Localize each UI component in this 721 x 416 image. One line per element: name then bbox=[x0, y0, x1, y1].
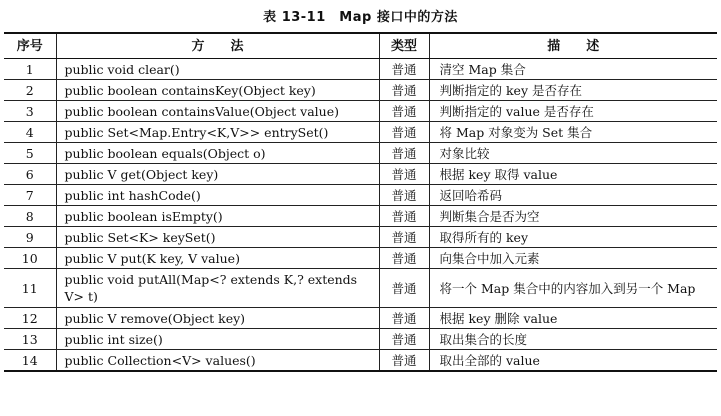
table-row bbox=[4, 80, 717, 101]
cell-method: public Set<K> keySet() bbox=[56, 227, 379, 248]
cell-desc: 向集合中加入元素 bbox=[429, 248, 717, 269]
cell-method: public boolean containsKey(Object key) bbox=[56, 80, 379, 101]
cell-type: 普通 bbox=[379, 269, 429, 308]
table-row bbox=[4, 101, 717, 122]
cell-method: public Collection<V> values() bbox=[56, 350, 379, 372]
header-method: 方 法 bbox=[56, 33, 379, 59]
header-num: 序号 bbox=[4, 33, 56, 59]
cell-num: 4 bbox=[4, 122, 56, 143]
table-row bbox=[4, 329, 717, 350]
table-row bbox=[4, 269, 717, 308]
cell-num: 12 bbox=[4, 308, 56, 329]
cell-num: 11 bbox=[4, 269, 56, 308]
cell-method: public V put(K key, V value) bbox=[56, 248, 379, 269]
cell-type: 普通 bbox=[379, 59, 429, 80]
cell-type: 普通 bbox=[379, 227, 429, 248]
cell-num: 13 bbox=[4, 329, 56, 350]
cell-type: 普通 bbox=[379, 80, 429, 101]
cell-type: 普通 bbox=[379, 101, 429, 122]
header-type: 类型 bbox=[379, 33, 429, 59]
cell-num: 10 bbox=[4, 248, 56, 269]
cell-desc: 判断指定的 key 是否存在 bbox=[429, 80, 717, 101]
cell-type: 普通 bbox=[379, 164, 429, 185]
cell-desc: 判断指定的 value 是否存在 bbox=[429, 101, 717, 122]
cell-method: public V remove(Object key) bbox=[56, 308, 379, 329]
cell-method: public void putAll(Map<? extends K,? extends V> t) bbox=[56, 269, 379, 308]
table-row bbox=[4, 122, 717, 143]
cell-desc: 判断集合是否为空 bbox=[429, 206, 717, 227]
table-row bbox=[4, 143, 717, 164]
cell-num: 1 bbox=[4, 59, 56, 80]
table-caption: 表 13-11 Map 接口中的方法 bbox=[263, 10, 458, 25]
table-row bbox=[4, 164, 717, 185]
cell-type: 普通 bbox=[379, 122, 429, 143]
cell-type: 普通 bbox=[379, 206, 429, 227]
cell-method: public int size() bbox=[56, 329, 379, 350]
cell-num: 9 bbox=[4, 227, 56, 248]
cell-num: 3 bbox=[4, 101, 56, 122]
table-row bbox=[4, 350, 717, 372]
cell-desc: 对象比较 bbox=[429, 143, 717, 164]
cell-method: public V get(Object key) bbox=[56, 164, 379, 185]
cell-method: public boolean equals(Object o) bbox=[56, 143, 379, 164]
table-row bbox=[4, 206, 717, 227]
table-row bbox=[4, 248, 717, 269]
cell-method: public Set<Map.Entry<K,V>> entrySet() bbox=[56, 122, 379, 143]
cell-num: 14 bbox=[4, 350, 56, 372]
cell-desc: 清空 Map 集合 bbox=[429, 59, 717, 80]
cell-desc: 根据 key 取得 value bbox=[429, 164, 717, 185]
cell-type: 普通 bbox=[379, 248, 429, 269]
cell-type: 普通 bbox=[379, 185, 429, 206]
cell-desc: 取得所有的 key bbox=[429, 227, 717, 248]
cell-desc: 根据 key 删除 value bbox=[429, 308, 717, 329]
cell-type: 普通 bbox=[379, 308, 429, 329]
cell-method: public boolean containsValue(Object value) bbox=[56, 101, 379, 122]
table-row bbox=[4, 59, 717, 80]
cell-type: 普通 bbox=[379, 329, 429, 350]
cell-desc: 将 Map 对象变为 Set 集合 bbox=[429, 122, 717, 143]
table-row bbox=[4, 308, 717, 329]
cell-num: 7 bbox=[4, 185, 56, 206]
cell-method: public void clear() bbox=[56, 59, 379, 80]
cell-num: 6 bbox=[4, 164, 56, 185]
cell-num: 2 bbox=[4, 80, 56, 101]
cell-num: 8 bbox=[4, 206, 56, 227]
cell-desc: 将一个 Map 集合中的内容加入到另一个 Map bbox=[429, 269, 717, 308]
header-desc: 描 述 bbox=[429, 33, 717, 59]
cell-method: public boolean isEmpty() bbox=[56, 206, 379, 227]
table-header-row bbox=[4, 33, 717, 59]
cell-num: 5 bbox=[4, 143, 56, 164]
cell-desc: 取出全部的 value bbox=[429, 350, 717, 372]
cell-method: public int hashCode() bbox=[56, 185, 379, 206]
table-row bbox=[4, 185, 717, 206]
cell-type: 普通 bbox=[379, 350, 429, 372]
cell-type: 普通 bbox=[379, 143, 429, 164]
table-row bbox=[4, 227, 717, 248]
map-methods-table bbox=[4, 32, 717, 372]
cell-desc: 取出集合的长度 bbox=[429, 329, 717, 350]
cell-desc: 返回哈希码 bbox=[429, 185, 717, 206]
